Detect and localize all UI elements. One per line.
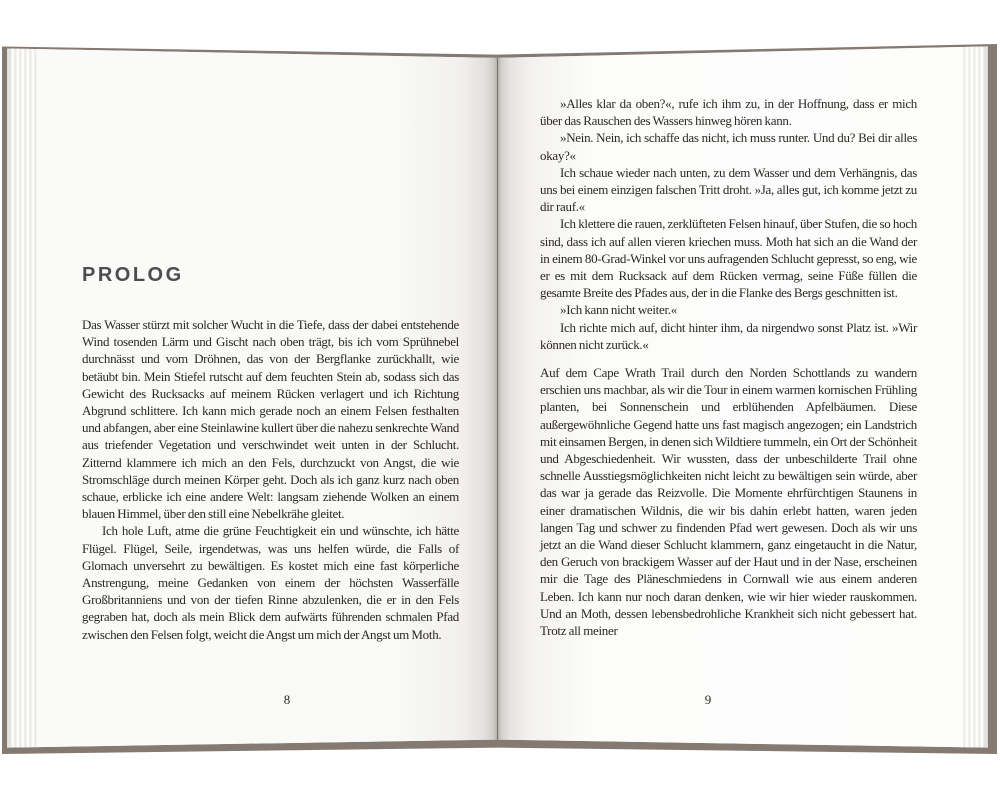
left-page-paragraph: Ich hole Luft, atme die grüne Feuchtigkeit ein und wünschte, ich hätte Flügel. Flügel, Seile, irgendetwas, was uns helfen würde, die Falls of Glomach unversehrt zu bewältigen. Es kostet mich eine fast körperliche Anstrengung, meine Gedanken von einem der höchsten Wasserfälle Großbritanniens und von der tiefen Rinne abzulenken, die er in den Fels gegraben hat, doch als mein Blick dem aufwärts führenden schmalen Pfad zwischen den Felsen folgt, weicht die Angst um mich der Angst um Moth. xyxy=(82,523,459,642)
left-page-text xyxy=(82,262,459,643)
page-number-left: 8 xyxy=(283,692,291,707)
chapter-heading: PROLOG xyxy=(82,264,184,286)
page-number-right: 9 xyxy=(704,692,712,707)
right-page-paragraph: »Nein. Nein, ich schaffe das nicht, ich muss runter. Und du? Bei dir alles okay?« xyxy=(540,130,917,163)
right-page-paragraph: »Ich kann nicht weiter.« xyxy=(560,302,677,318)
page-stack-edge-left xyxy=(7,46,38,748)
right-page-text xyxy=(540,95,917,639)
right-page-paragraph: Auf dem Cape Wrath Trail durch den Norden Schottlands zu wandern erschien uns machbar, als wir die Tour in einem warmen kornischen Frühling planten, bei Sonnenschein und erblühenden Apfelbäumen. Diese außergewöhnliche Gegend hatte uns fast magisch angezogen; ein Landstrich mit einsamen Bergen, in denen sich Wildtiere tummeln, ein Ort der Schönheit und Abgeschiedenheit. Wir wussten, dass der unbeschilderte Trail ohne schnelle Ausstiegsmöglichkeiten nicht leicht zu bewältigen sein würde, aber das war ja gerade das Reizvolle. Die Momente ehrfürchtigen Staunens in einer dramatischen Wildnis, die wir bis dahin erlebt hatten, waren jeden langen Tag und schwer zu findenden Pfad wert gewesen. Doch als wir uns jetzt an die Wand dieser Schlucht klammern, ganz eingetaucht in die Natur, den Geruch von brackigem Wasser auf der Haut und in der Nase, erscheinen mir die Tage des Pläneschmiedens in Cornwall wie aus einem anderen Leben. Ich kann nur noch daran denken, wie wir hier wieder rauskommen. Und an Moth, dessen lebensbedrohliche Krankheit sich nicht gebessert hat. Trotz all meiner xyxy=(540,365,917,639)
right-page-paragraph: Ich schaue wieder nach unten, zu dem Wasser und dem Verhängnis, das uns bei einem einzigen falschen Tritt droht. »Ja, alles gut, ich komme jetzt zu dir rauf.« xyxy=(540,164,917,215)
right-page-paragraph: »Alles klar da oben?«, rufe ich ihm zu, in der Hoffnung, dass er mich über das Rauschen des Wassers hinweg hören kann. xyxy=(540,96,917,129)
right-page-paragraph: Ich richte mich auf, dicht hinter ihm, da nirgendwo sonst Platz ist. »Wir können nicht zurück.« xyxy=(540,319,917,352)
page-stack-edge-right xyxy=(961,46,988,748)
spine-gutter xyxy=(497,46,499,748)
left-page-paragraph: Das Wasser stürzt mit solcher Wucht in die Tiefe, dass der dabei entstehende Wind tosenden Lärm und Gischt nach oben trägt, bis ich vom Sprühnebel durchnässt und vom Dröhnen, das von der Bergflanke zurückhallt, wie betäubt bin. Mein Stiefel rutscht auf dem feuchten Stein ab, sodass sich das Gewicht des Rucksacks auf meinem Rücken verlagert und ich Richtung Abgrund schlittere. Ich kann mich gerade noch an einem Felsen festhalten und abfangen, aber eine Steinlawine kullert über die nahezu senkrechte Wand aus triefender Vegetation und verschwindet weit unten in der Schlucht. Zitternd klammere ich mich an den Fels, durchzuckt von Angst, die wie Stromschläge durch meinen Körper geht. Doch als ich ganz kurz nach oben schaue, erblicke ich eine andere Welt: langsam ziehende Wolken an einem blauen Himmel, über den still eine Nebelkrähe gleitet. xyxy=(82,317,459,522)
right-page-paragraph: Ich klettere die rauen, zerklüfteten Felsen hinauf, über Stufen, die so hoch sind, dass ich auf allen vieren kriechen muss. Moth hat sich an die Wand der in einem 80-Grad-Winkel vor uns aufragenden Schlucht gepresst, so eng, wie er es mit dem Rucksack auf dem Rücken vermag, seine Füße füllen die gesamte Breite des Pfades aus, der in die Flanke des Bergs geschnitten ist. xyxy=(540,216,917,301)
